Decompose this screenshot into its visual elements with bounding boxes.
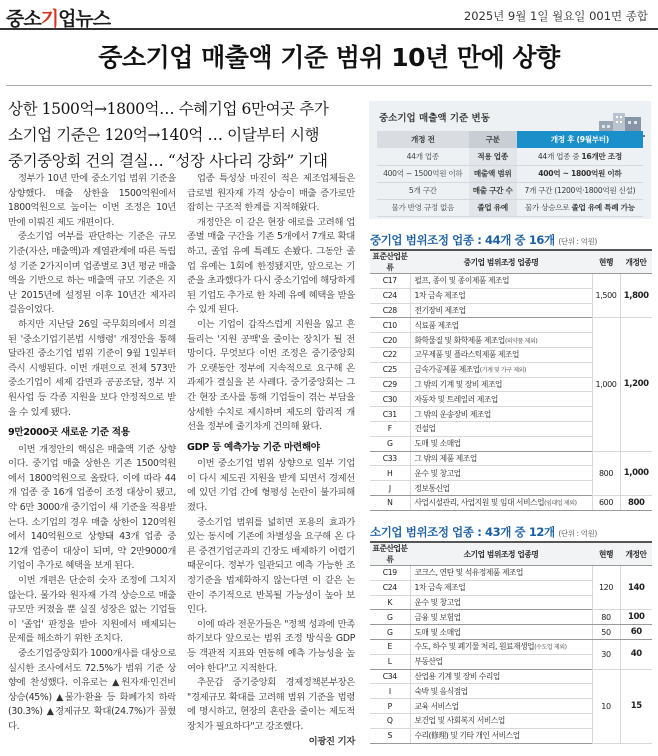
issue-date: 2025년 9월 1일 월요일 001면 종합 [463, 9, 648, 23]
industry-name-text: 그 밖의 기계 및 장비 제조업 [414, 379, 503, 389]
industry-code: C17 [370, 274, 410, 289]
industry-name [410, 669, 592, 684]
table-header: 현행 [592, 250, 620, 274]
industry-code: F [370, 421, 410, 436]
small-table-title [370, 524, 597, 540]
industry-name [410, 303, 592, 318]
paragraph: 추문갑 중기중앙회 경제정책본부장은 "경제규모 확대를 고려해 범위 기준을 법령에 명시하고, 현장의 혼란을 줄이는 제도적 장치가 필요하다"고 강조했다. [187, 677, 355, 732]
industry-note: (의약품 제외) [504, 337, 538, 345]
table-row [370, 318, 652, 333]
paragraph: 중소기업 범위를 넓히면 포용의 효과가 있는 동시에 기존에 차별성을 요구해 온 다른 중견기업군과의 긴장도 배제하기 어렵기 때문이다. 정부가 일관되고 예측 가능한 조정기준을 법제화하지 않는다면 이 같은 논란이 주기적으로 반복될 가능성이 높아 보인다. [187, 516, 355, 616]
summary-row [377, 165, 643, 182]
industry-code: P [370, 699, 410, 714]
headline-divider [6, 85, 652, 86]
industry-name [410, 610, 592, 625]
table-header: 표준산업분류 [370, 250, 410, 274]
paragraph: 개정안은 이 같은 현장 애로를 고려해 업종별 매출 구간을 기존 5개에서 7개로 확대하고, 졸업 유예 특례도 손봤다. 그동안 졸업 유예는 1회에 한정됐지만, 앞으로는 기준을 초과했다가 다시 중소기업에 해당하게 된 기업도 추가로 한 차례 유예 혜택을 받을 수 있게 된다. [187, 216, 355, 316]
summary-after [517, 148, 643, 165]
industry-code: C19 [370, 566, 410, 581]
industry-name [410, 347, 592, 362]
industry-name-text: 그 밖의 운송장비 제조업 [414, 409, 491, 419]
industry-name [410, 362, 592, 377]
subheadline: 중기중앙회 건의 결실… “성장 사다리 강화” 기대 [8, 152, 328, 170]
industry-code: G [370, 625, 410, 640]
headline: 중소기업 매출액 기준 범위 10년 만에 상향 [98, 43, 560, 72]
summary-category: 매출액 범위 [469, 165, 517, 182]
table-row [370, 625, 652, 640]
table-row [370, 495, 652, 510]
industry-name [410, 436, 592, 451]
section-heading: 9만2000곳 새로운 기준 적용 [8, 427, 130, 439]
paragraph: 이번 개정안의 핵심은 매출액 기준 상향이다. 중기업 매출 상한은 기존 1500억원에서 1800억원으로 올랐다. 이에 따라 44개 업종 중 16개 업종이 조정 대상이 됐고, 약 6만 3000개 중기업이 새 기준을 적용받는다. 소기업의 경우 매출 상한이 120억원에서 140억원으로 상향돼 43개 업종 중 12개 업종이 대상이 되며, 약 2만9000개 기업이 추가로 혜택을 보게 된다. [8, 443, 176, 572]
article-column-1 [8, 172, 176, 735]
table-header: 중기업 범위조정 업종명 [410, 250, 592, 274]
col-header-after: 개정 후 (9월부터) [517, 131, 643, 148]
table-header: 소기업 범위조정 업종명 [410, 542, 592, 566]
industry-code: N [370, 495, 410, 510]
industry-code: E [370, 639, 410, 654]
industry-note: (임대업 제외) [544, 500, 577, 508]
summary-table [377, 131, 643, 217]
table-header: 현행 [592, 542, 620, 566]
summary-category: 매출 구간 수 [469, 182, 517, 199]
table-row [370, 566, 652, 581]
paragraph: 중소기업중앙회가 1000개사를 대상으로 실시한 조사에서도 72.5%가 범위 기준 상향에 찬성했다. 이유로는 ▲원자재·인건비 상승(45%) ▲물가·환율 등 화폐가치 하락(30.3%) ▲경제규모 확대(24.7%)가 꼽혔다. [8, 648, 176, 732]
medium-title-text: 중기업 범위조정 업종 : 44개 중 16개 [370, 233, 555, 247]
summary-row [377, 148, 643, 165]
current-value: 10 [592, 669, 620, 743]
industry-name [410, 451, 592, 466]
current-value: 120 [592, 566, 620, 610]
revised-value: 1,800 [620, 274, 652, 318]
current-value: 1,500 [592, 274, 620, 318]
industry-name [410, 481, 592, 496]
summary-after [517, 165, 643, 182]
industry-name [410, 333, 592, 348]
industry-code: L [370, 654, 410, 669]
paragraph: 중소기업 여부를 판단하는 기준은 규모 기준(자산, 매출액)과 계열관계에 따른 독립성 기준 2가지이며 업종별로 3년 평균 매출액을 기반으로 하는 매출액 규모 기준은 지난 2015년에 설정된 이후 10년간 제자리걸음이었다. [8, 231, 176, 316]
table-header: 개정안 [620, 250, 652, 274]
paragraph: 이에 따라 전문가들은 "정책 성과에 만족하기보다 앞으로는 범위 조정 방식을 GDP 등 객관적 지표와 연동해 예측 가능성을 높여야 한다"고 지적한다. [187, 618, 355, 674]
industry-name [410, 684, 592, 699]
paragraph: 하지만 지난달 26일 국무회의에서 의결된 '중소기업기본법 시행령' 개정안을 통해 달라진 중소기업 범위 기준이 9월 1일부터 즉시 시행된다. 이번 개편으로 전체 573만 중소기업이 세제 감면과 공공조달, 정부 지원사업 등 각종 지원을 보다 안정적으로 받을 수 있게 됐다. [8, 318, 176, 418]
byline: 이광진 기자 [308, 735, 355, 747]
table-header: 개정안 [620, 542, 652, 566]
industry-name-text: 수리(修理) 및 기타 개인 서비스업 [414, 731, 520, 741]
industry-name-text: 도매 및 소매업 [414, 627, 461, 637]
industry-code: C24 [370, 288, 410, 303]
current-value: 50 [592, 625, 620, 640]
summary-after [517, 199, 643, 216]
industry-code: C10 [370, 318, 410, 333]
current-value: 800 [592, 451, 620, 495]
industry-name-text: 정보통신업 [414, 483, 450, 493]
revised-value: 1,000 [620, 451, 652, 495]
industry-name-text: 숙박 및 음식점업 [414, 686, 468, 696]
summary-category: 적용 업종 [469, 148, 517, 165]
paragraph: 이는 기업이 갑작스럽게 지원을 잃고 흔들리는 '지원 공백'을 줄이는 장치가 될 전망이다. 무엇보다 이번 조정은 중기중앙회가 오랫동안 정부에 지속적으로 요구해 온 과제가 결실을 본 사례다. 중기중앙회는 그간 현장 조사를 통해 기업들이 겪는 부담을 상세한 수치로 제시하며 제도의 합리적 개선을 정부에 줄기차게 건의해 왔다. [187, 318, 355, 433]
summary-after [517, 182, 643, 199]
paragraph: 이번 중소기업 범위 상향으로 일부 기업이 다시 제도권 지원을 받게 되면서 경제선에 있던 기업 간에 형평성 논란이 불가피해졌다. [187, 458, 355, 514]
paragraph: 업종 특성상 마진이 적은 제조업체들은 급로벌 원자재 가격 상승이 매출 증가로만 잡히는 구조적 한계를 지적해왔다. [187, 173, 355, 214]
paragraph: 이번 개편은 단순히 숫자 조정에 그치지 않는다. 물가와 원자재 가격 상승으로 매출 규모만 커졌을 뿐 실질 성장은 없는 기업들이 '졸업' 판정을 받아 지원에서 배제되는 문제를 해소하기 위한 조치다. [8, 575, 176, 645]
industry-code: C24 [370, 580, 410, 595]
brand-prefix: 중소 [6, 8, 41, 30]
revised-value: 60 [620, 625, 652, 640]
industry-name [410, 392, 592, 407]
industry-name-text: 산업용 기계 및 장비 수리업 [414, 671, 500, 681]
industry-code: S [370, 728, 410, 743]
revised-value: 15 [620, 669, 652, 743]
table-row [370, 274, 652, 289]
industry-name-text: 그 밖의 제품 제조업 [414, 453, 477, 463]
industry-name [410, 288, 592, 303]
table-header: 표준산업분류 [370, 542, 410, 566]
industry-name-text: 사업시설관리, 사업지원 및 임대 서비스업 [414, 498, 545, 508]
industry-name-text: 운수 및 창고업 [414, 597, 461, 607]
current-value: 80 [592, 610, 620, 625]
medium-title-unit: (단위 : 억원) [558, 237, 597, 246]
current-value: 600 [592, 495, 620, 510]
industry-name-text: 화학물질 및 화학제품 제조업 [414, 335, 505, 345]
table-row [370, 451, 652, 466]
industry-name-text: 자동차 및 트레일러 제조업 [414, 394, 498, 404]
industry-name [410, 274, 592, 289]
revised-value: 140 [620, 566, 652, 610]
summary-after-text: 7개 구간 (1200억·1800억원 신설) [524, 186, 636, 195]
industry-name [410, 699, 592, 714]
industry-name-text: 펄프, 종이 및 종이제품 제조업 [414, 276, 510, 286]
subheadlines [8, 96, 358, 174]
industry-code: G [370, 610, 410, 625]
industry-name-text: 수도, 하수 및 폐기물 처리, 원료재생업 [414, 642, 535, 652]
industry-code: C34 [370, 669, 410, 684]
industry-code: C22 [370, 347, 410, 362]
summary-before: 44개 업종 [377, 148, 469, 165]
summary-row [377, 199, 643, 216]
summary-title: 중소기업 매출액 기준 변동 [379, 113, 490, 124]
industry-name [410, 713, 592, 728]
industry-code: C33 [370, 451, 410, 466]
industry-name-text: 교육 서비스업 [414, 701, 459, 711]
industry-name-text: 보건업 및 사회복지 서비스업 [414, 716, 505, 726]
industry-name [410, 421, 592, 436]
industry-code: C28 [370, 303, 410, 318]
brand-accent: 기 [40, 8, 59, 30]
industry-code: C20 [370, 333, 410, 348]
industry-code: G [370, 436, 410, 451]
article-column-2 [187, 172, 355, 749]
table-row [370, 669, 652, 684]
industry-name-text: 부동산업 [414, 657, 443, 667]
revised-value: 40 [620, 639, 652, 669]
industry-name [410, 580, 592, 595]
industry-name-text: 1차 금속 제조업 [414, 291, 466, 301]
small-title-text: 소기업 범위조정 업종 : 43개 중 12개 [370, 525, 555, 539]
industry-name [410, 595, 592, 610]
industry-name [410, 407, 592, 422]
small-enterprise-table [370, 541, 652, 744]
section-heading: GDP 등 예측가능 기준 마련해야 [187, 441, 320, 453]
industry-name [410, 466, 592, 481]
summary-after-emphasis: 졸업 유예 특례 가능 [571, 203, 635, 212]
industry-code: C29 [370, 377, 410, 392]
brand-suffix: 업뉴스 [58, 8, 111, 30]
revised-value: 1,200 [620, 318, 652, 451]
industry-code: K [370, 595, 410, 610]
industry-code: I [370, 684, 410, 699]
industry-name-text: 코크스, 연탄 및 석유정제품 제조업 [414, 568, 524, 578]
industry-name [410, 377, 592, 392]
small-title-unit: (단위 : 억원) [558, 529, 597, 538]
revised-value: 100 [620, 610, 652, 625]
industry-name-text: 금속가공제품 제조업 [414, 365, 480, 375]
industry-code: H [370, 466, 410, 481]
industry-name-text: 도매 및 소매업 [414, 439, 461, 449]
medium-enterprise-table [370, 249, 652, 511]
industry-code: C30 [370, 392, 410, 407]
table-row [370, 610, 652, 625]
industry-name-text: 식료품 제조업 [414, 320, 459, 330]
industry-code: C31 [370, 407, 410, 422]
industry-name [410, 566, 592, 581]
col-header-category: 구분 [469, 131, 517, 148]
industry-name-text: 운수 및 창고업 [414, 468, 461, 478]
industry-name [410, 639, 592, 654]
paragraph: 정부가 10년 만에 중소기업 범위 기준을 상향했다. 매출 상한을 1500억원에서 1800억원으로 높이는 이번 조정은 10년 만에 이뤄진 제도 개편이다. [8, 173, 176, 228]
industry-name-text: 1차 금속 제조업 [414, 583, 466, 593]
industry-name [410, 318, 592, 333]
industry-name-text: 금융 및 보험업 [414, 612, 461, 622]
industry-name [410, 728, 592, 743]
summary-category: 졸업 유예 [469, 199, 517, 216]
subheadline: 소기업 기준은 120억→140억 … 이달부터 시행 [8, 126, 320, 144]
summary-box [369, 101, 651, 219]
table-row [370, 639, 652, 654]
medium-table-title [370, 232, 597, 248]
current-value: 1,000 [592, 318, 620, 451]
industry-name [410, 495, 592, 510]
summary-row [377, 182, 643, 199]
subheadline: 상한 1500억→1800억… 수혜기업 6만여곳 추가 [8, 100, 329, 118]
summary-before: 물가 반영 규정 없음 [377, 199, 469, 216]
industry-note: (수도업 제외) [534, 644, 567, 652]
industry-name [410, 654, 592, 669]
industry-name [410, 625, 592, 640]
industry-code: J [370, 481, 410, 496]
industry-name-text: 건설업 [414, 424, 436, 434]
summary-after-emphasis: 16개만 조정 [581, 151, 622, 161]
industry-code: C25 [370, 362, 410, 377]
industry-name-text: 고무제품 및 플라스틱제품 제조업 [414, 350, 519, 360]
industry-code: Q [370, 713, 410, 728]
summary-before: 400억 ~ 1500억원 이하 [377, 165, 469, 182]
industry-note: (기계 및 가구 제외) [479, 367, 526, 375]
summary-after-emphasis: 400억 ~ 1800억원 이하 [538, 169, 622, 178]
summary-after-text: 물가 상승으로 [524, 203, 572, 212]
masthead [0, 0, 658, 30]
current-value: 30 [592, 639, 620, 669]
summary-after-text: 44개 업종 중 [537, 151, 582, 161]
col-header-before: 개정 전 [377, 131, 469, 148]
brand-logo[interactable] [6, 4, 110, 31]
summary-before: 5개 구간 [377, 182, 469, 199]
industry-name-text: 전기장비 제조업 [414, 305, 466, 315]
revised-value: 800 [620, 495, 652, 510]
